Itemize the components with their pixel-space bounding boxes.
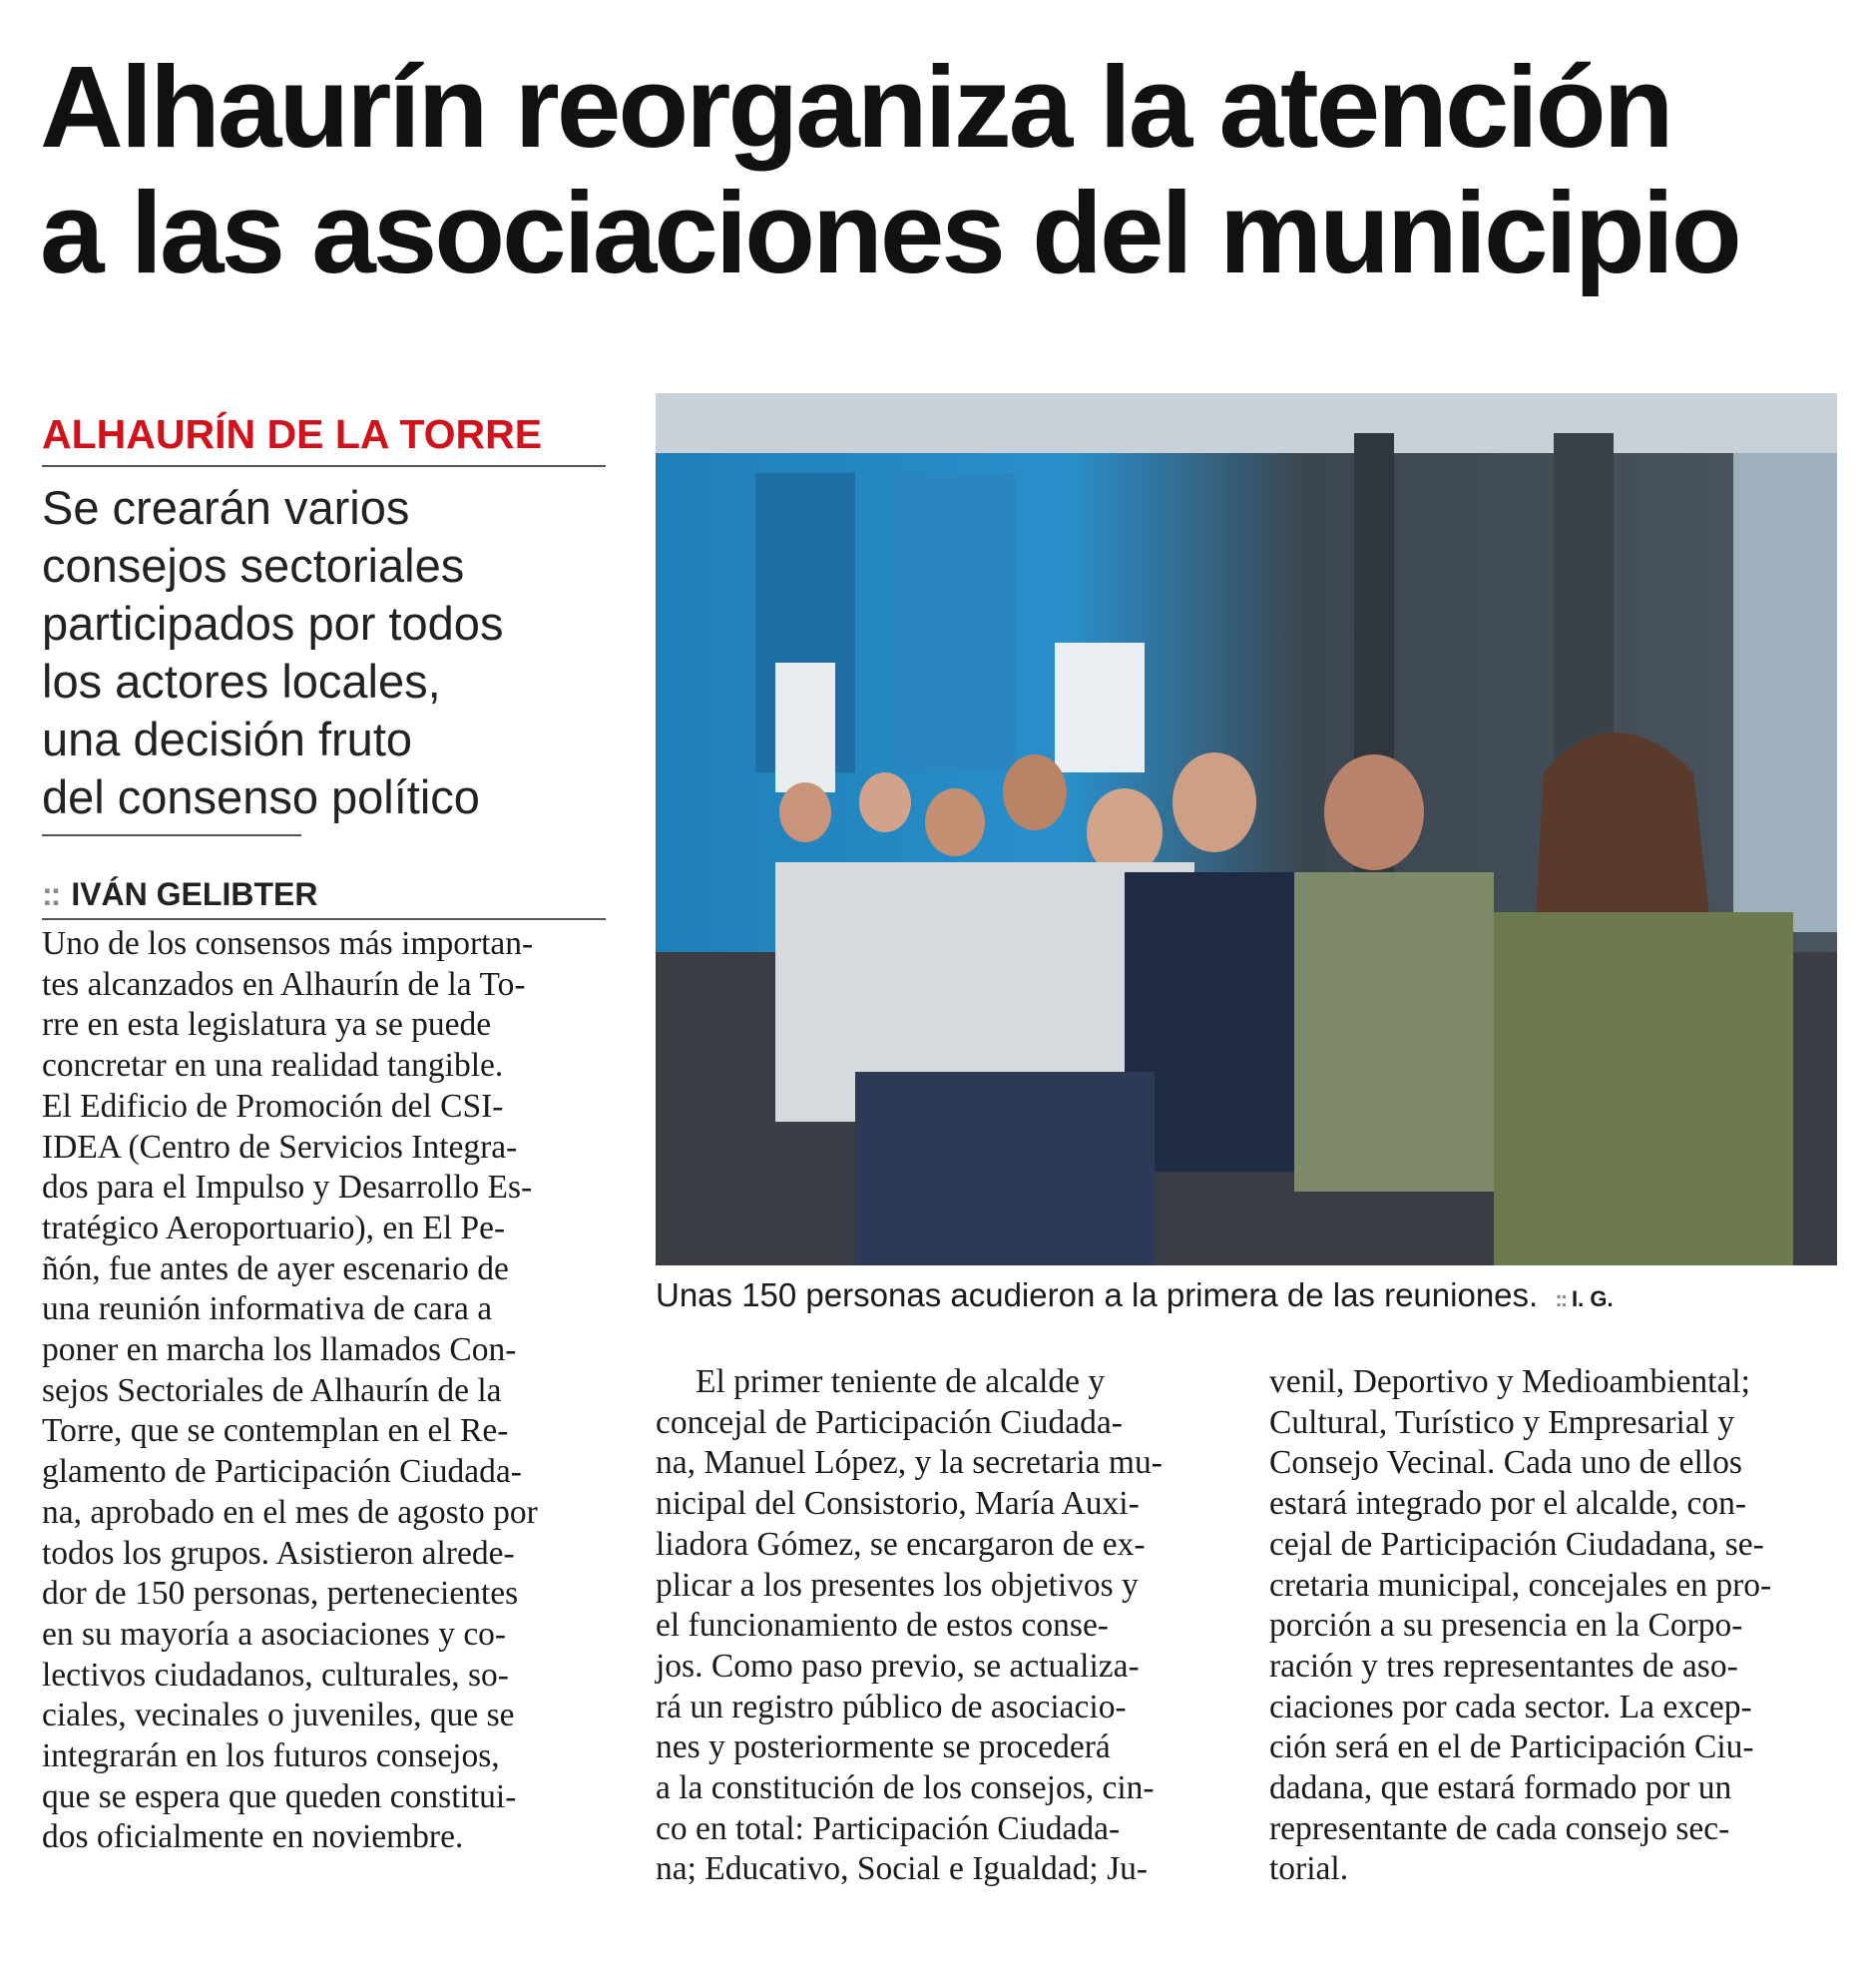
subhead-line: los actores locales, [42,655,441,708]
headline-line-2: a las asociaciones del municipio [40,168,1739,297]
body-line: tratégico Aeroportuario), en El Pe- [42,1209,506,1246]
photo-credit [1555,1286,1613,1311]
subhead-divider [42,834,301,836]
body-line: IDEA (Centro de Servicios Integra- [42,1128,518,1166]
body-line: co en total: Participación Ciudada- [656,1809,1121,1847]
body-line: que se espera que queden constitui- [42,1777,517,1815]
body-line: rre en esta legislatura ya se puede [42,1006,492,1044]
body-line: cejal de Participación Ciudadana, se- [1269,1525,1764,1563]
body-line: Consejo Vecinal. Cada uno de ellos [1269,1444,1742,1482]
body-line: dos oficialmente en noviembre. [42,1818,464,1856]
body-line: ñón, fue antes de ayer escenario de [42,1249,509,1287]
headline-line-1: Alhaurín reorganiza la atención [40,42,1671,172]
body-line: nicipal del Consistorio, María Auxi- [656,1485,1140,1523]
body-line: Uno de los consensos más importan- [42,925,534,962]
article-photo [656,393,1837,1265]
subheadline [42,479,601,826]
body-line: a la constitución de los consejos, cin- [656,1769,1155,1807]
body-line: Torre, que se contemplan en el Re- [42,1412,509,1450]
byline-marker-icon: :: [42,876,60,912]
body-line: sejos Sectoriales de Alhaurín de la [42,1371,502,1409]
body-line: plicar a los presentes los objetivos y [656,1566,1139,1604]
body-line: integrarán en los futuros consejos, [42,1737,500,1775]
body-line: Cultural, Turístico y Empresarial y [1269,1403,1735,1441]
meeting-audience-image [656,393,1837,1265]
body-line: dor de 150 personas, pertenecientes [42,1575,519,1613]
article-column-2 [656,1362,1163,1890]
body-line: ciales, vecinales o juveniles, que se [42,1697,515,1734]
body-line: una reunión informativa de cara a [42,1290,493,1328]
body-line: estará integrado por el alcalde, con- [1269,1485,1747,1523]
body-line: todos los grupos. Asistieron alrede- [42,1534,515,1572]
body-line: tes alcanzados en Alhaurín de la To- [42,965,526,1003]
body-line: ción será en el de Participación Ciu- [1269,1728,1754,1766]
section-label: ALHAURÍN DE LA TORRE [42,409,606,467]
body-line: ración y tres representantes de aso- [1269,1647,1738,1685]
body-line: glamento de Participación Ciudada- [42,1453,522,1491]
article-column-3 [1269,1362,1771,1890]
body-line: porción a su presencia en la Corpo- [1269,1607,1743,1645]
body-line: poner en marcha los llamados Con- [42,1331,517,1369]
body-line: el funcionamiento de estos conse- [656,1607,1109,1645]
body-line: na, Manuel López, y la secretaria mu- [656,1444,1163,1482]
photo-caption [656,1275,1843,1319]
subhead-line: del consenso político [42,770,480,823]
body-line: na, aprobado en el mes de agosto por [42,1493,538,1531]
body-line: na; Educativo, Social e Igualdad; Ju- [656,1850,1149,1888]
body-line: torial. [1269,1850,1349,1888]
author-name: IVÁN GELIBTER [71,876,318,912]
subhead-line: una decisión fruto [42,713,413,765]
credit-marker-icon: :: [1555,1286,1567,1311]
credit-text: I. G. [1572,1286,1614,1311]
body-line: dos para el Impulso y Desarrollo Es- [42,1169,533,1207]
body-line: concejal de Participación Ciudada- [656,1403,1123,1441]
body-line: ciaciones por cada sector. La excep- [1269,1688,1752,1725]
body-line: representante de cada consejo sec- [1269,1809,1730,1847]
body-line: venil, Deportivo y Medioambiental; [1269,1363,1750,1400]
body-line: lectivos ciudadanos, culturales, so- [42,1656,509,1694]
body-line: rá un registro público de asociacio- [656,1688,1127,1725]
body-line: jos. Como paso previo, se actualiza- [656,1647,1140,1685]
body-line: El Edificio de Promoción del CSI- [42,1087,504,1125]
body-line: cretaria municipal, concejales en pro- [1269,1566,1772,1604]
subhead-line: participados por todos [42,597,504,650]
subhead-line: Se crearán varios [42,481,410,534]
article-column-1 [42,924,538,1858]
body-line: El primer teniente de alcalde y [696,1363,1106,1400]
subhead-line: consejos sectoriales [42,539,465,592]
body-line: liadora Gómez, se encargaron de ex- [656,1525,1146,1563]
byline [42,874,606,920]
headline [40,44,1856,295]
body-line: dadana, que estará formado por un [1269,1769,1732,1807]
caption-text: Unas 150 personas acudieron a la primera de las reuniones. [656,1276,1539,1313]
body-line: en su mayoría a asociaciones y co- [42,1615,507,1653]
body-line: concretar en una realidad tangible. [42,1047,504,1085]
body-line: nes y posteriormente se procederá [656,1728,1111,1766]
